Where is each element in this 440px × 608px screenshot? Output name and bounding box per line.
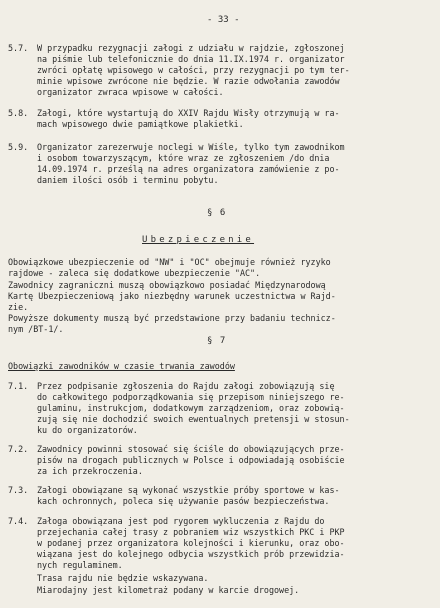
insurance-line: Obowiązkowe ubezpieczenie od "NW" i "OC" obejmuje również ryzyko [8,257,331,267]
clause-number-5-8: 5.8. [8,108,29,118]
clause-5-9-line: Organizator zarezerwuje noclegi w Wiśle, tylko tym zawodnikom [37,142,345,152]
clause-7-2-line: za ich przekroczenia. [37,466,143,476]
clause-7-3-line: kach ochronnych, poleca się używanie pasów bezpieczeństwa. [37,496,330,506]
clause-5-8-line: mach wpisowego dwie pamiątkowe plakietki. [37,119,244,129]
clause-7-2-line: pisów na drogach publicznych w Polsce i odpowiadają osobiście [37,455,345,465]
clause-7-1-line: ku do organizatorów. [37,425,138,435]
clause-5-9-line: daniem ilości osób i terminu pobytu. [37,175,219,185]
clause-7-4-line: Miarodajny jest kilometraż podany w karcie drogowej. [37,585,300,595]
clause-7-4-line: nych regulaminem. [37,560,123,570]
clause-7-4-line: Załoga obowiązana jest pod rygorem wykluczenia z Rajdu do [37,516,325,526]
clause-number-7-2: 7.2. [8,444,29,454]
clause-number-7-1: 7.1. [8,381,29,391]
insurance-line: Kartę Ubezpieczeniową jako niezbędny warunek uczestnictwa w Rajd- [8,291,336,301]
clause-number-5-9: 5.9. [8,142,29,152]
clause-7-3-line: Załogi obowiązane są wykonać wszystkie próby sportowe w kas- [37,485,340,495]
section-6-mark: § 6 [207,208,227,218]
insurance-line: zie. [8,302,29,312]
clause-7-1-line: do całkowitego podporządkowania się przepisom niniejszego re- [37,392,345,402]
clause-number-7-4: 7.4. [8,516,29,526]
insurance-line: nym /BT-1/. [8,324,64,334]
clause-7-1-line: gulaminu, instrukcjom, dodatkowym zarządzeniom, oraz zobowią- [37,403,345,413]
clause-5-9-line: i osobom towarzyszącym, które wraz ze zgłoszeniem /do dnia [37,153,330,163]
clause-7-2-line: Zawodnicy powinni stosować się ściśle do obowiązujących prze- [37,444,345,454]
clause-5-9-line: 14.09.1974 r. prześlą na adres organizatora zamówienie z po- [37,164,340,174]
clause-5-7-line: W przypadku rezygnacji załogi z udziału w rajdzie, zgłoszonej [37,43,345,53]
clause-7-4-line: przejechania całej trasy z pobraniem wiz wszystkich PKC i PKP [37,527,345,537]
clause-5-8-line: Załogi, które wystartują do XXIV Rajdu Wisły otrzymują w ra- [37,108,340,118]
clause-5-7-line: na piśmie lub telefonicznie do dnia 11.IX.1974 r. organizator [37,54,345,64]
page-number: - 33 - [207,15,240,25]
clause-number-5-7: 5.7. [8,43,29,53]
clause-number-7-3: 7.3. [8,485,29,495]
insurance-line: rajdowe - zaleca się dodatkowe ubezpieczenie "AC". [8,268,261,278]
section-7-mark: § 7 [207,336,227,346]
clause-7-1-line: zują się nie dochodzić swoich ewentualnych pretensji w stosun- [37,414,350,424]
clause-7-4-line: Trasa rajdu nie będzie wskazywana. [37,573,209,583]
insurance-heading: Ubezpieczenie [142,235,255,245]
clause-7-4-line: w podanej przez organizatora kolejności i kierunku, oraz obo- [37,538,345,548]
clause-5-7-line: minie wpisowe zwrócone nie będzie. W razie odwołania zawodów [37,76,340,86]
duties-heading: Obowiązki zawodników w czasie trwania zawodów [8,361,235,371]
clause-7-1-line: Przez podpisanie zgłoszenia do Rajdu załogi zobowiązują się [37,381,335,391]
clause-5-7-line: zwróci opłatę wpisowego w całości, przy rezygnacji po tym ter- [37,65,350,75]
insurance-line: Zawodnicy zagraniczni muszą obowiązkowo posiadać Międzynarodową [8,280,326,290]
insurance-line: Powyższe dokumenty muszą być przedstawione przy badaniu technicz- [8,313,336,323]
clause-7-4-line: wiązana jest do kolejnego odbycia wszystkich prób przewidzia- [37,549,345,559]
clause-5-7-line: organizator zwraca wpisowe w całości. [37,87,224,97]
